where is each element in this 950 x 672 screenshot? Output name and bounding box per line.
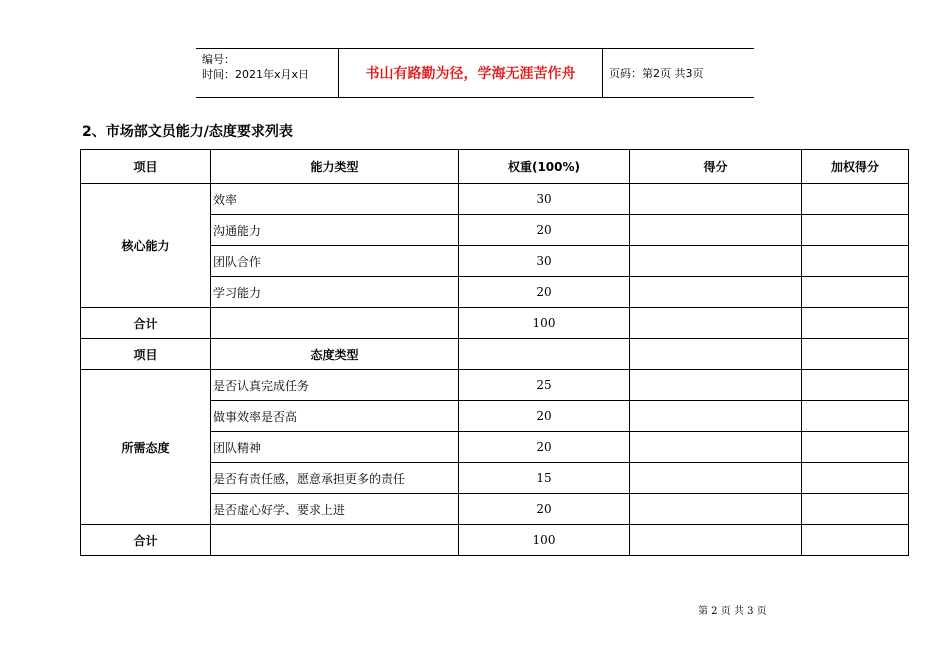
attitude-type-label: 态度类型 — [211, 339, 459, 370]
attitude-name: 做事效率是否高 — [211, 401, 459, 432]
score-cell — [630, 494, 802, 525]
weighted-score-cell — [802, 184, 909, 215]
weighted-score-cell — [802, 370, 909, 401]
attitude-weight: 25 — [459, 370, 630, 401]
subtotal-label: 合计 — [81, 308, 211, 339]
empty-cell — [802, 339, 909, 370]
score-cell — [630, 246, 802, 277]
ability-name: 团队合作 — [211, 246, 459, 277]
header-page-code: 页码：第2页 共3页 — [609, 67, 704, 80]
ability-weight: 30 — [459, 184, 630, 215]
ability-weight: 20 — [459, 215, 630, 246]
score-cell — [630, 184, 802, 215]
weighted-score-cell — [802, 246, 909, 277]
table-header-row — [81, 150, 909, 184]
score-cell — [630, 370, 802, 401]
weighted-score-cell — [802, 277, 909, 308]
attitude-name: 是否有责任感，愿意承担更多的责任 — [211, 463, 459, 494]
time-label: 时间：2021年x月x日 — [202, 68, 310, 81]
col-ability-type: 能力类型 — [211, 150, 459, 184]
score-cell — [630, 463, 802, 494]
empty-cell — [211, 525, 459, 556]
attitude-weight: 20 — [459, 432, 630, 463]
header-motto: 书山有路勤为径，学海无涯苦作舟 — [339, 49, 603, 97]
weighted-score-cell — [802, 432, 909, 463]
weighted-score-cell — [802, 463, 909, 494]
page-header — [196, 48, 754, 98]
col-weight: 权重(100%) — [459, 150, 630, 184]
table-row — [81, 370, 909, 401]
empty-cell — [211, 308, 459, 339]
score-cell — [630, 277, 802, 308]
ability-weight: 20 — [459, 277, 630, 308]
subtotal-value: 100 — [459, 525, 630, 556]
attitude-header-row — [81, 339, 909, 370]
attitude-name: 是否虚心好学、要求上进 — [211, 494, 459, 525]
col-weighted-score: 加权得分 — [802, 150, 909, 184]
score-cell — [630, 308, 802, 339]
col-score: 得分 — [630, 150, 802, 184]
empty-cell — [459, 339, 630, 370]
weighted-score-cell — [802, 525, 909, 556]
header-meta — [196, 49, 339, 97]
attitude-item-label: 项目 — [81, 339, 211, 370]
subtotal-value: 100 — [459, 308, 630, 339]
score-cell — [630, 401, 802, 432]
ability-name: 沟通能力 — [211, 215, 459, 246]
attitude-name: 团队精神 — [211, 432, 459, 463]
requirements-table — [80, 149, 909, 556]
weighted-score-cell — [802, 308, 909, 339]
attitude-weight: 20 — [459, 494, 630, 525]
weighted-score-cell — [802, 215, 909, 246]
attitude-name: 是否认真完成任务 — [211, 370, 459, 401]
score-cell — [630, 432, 802, 463]
page-footer: 第 2 页 共 3 页 — [698, 606, 767, 617]
weighted-score-cell — [802, 401, 909, 432]
col-item: 项目 — [81, 150, 211, 184]
section-title: 2、市场部文员能力/态度要求列表 — [82, 124, 293, 140]
attitude-weight: 20 — [459, 401, 630, 432]
ability-weight: 30 — [459, 246, 630, 277]
ability-name: 学习能力 — [211, 277, 459, 308]
core-group-label: 核心能力 — [81, 184, 211, 308]
subtotal-label: 合计 — [81, 525, 211, 556]
score-cell — [630, 525, 802, 556]
empty-cell — [630, 339, 802, 370]
ability-name: 效率 — [211, 184, 459, 215]
weighted-score-cell — [802, 494, 909, 525]
number-label: 编号： — [202, 53, 235, 66]
subtotal-row — [81, 525, 909, 556]
table-row — [81, 184, 909, 215]
score-cell — [630, 215, 802, 246]
attitude-weight: 15 — [459, 463, 630, 494]
subtotal-row — [81, 308, 909, 339]
attitude-group-label: 所需态度 — [81, 370, 211, 525]
